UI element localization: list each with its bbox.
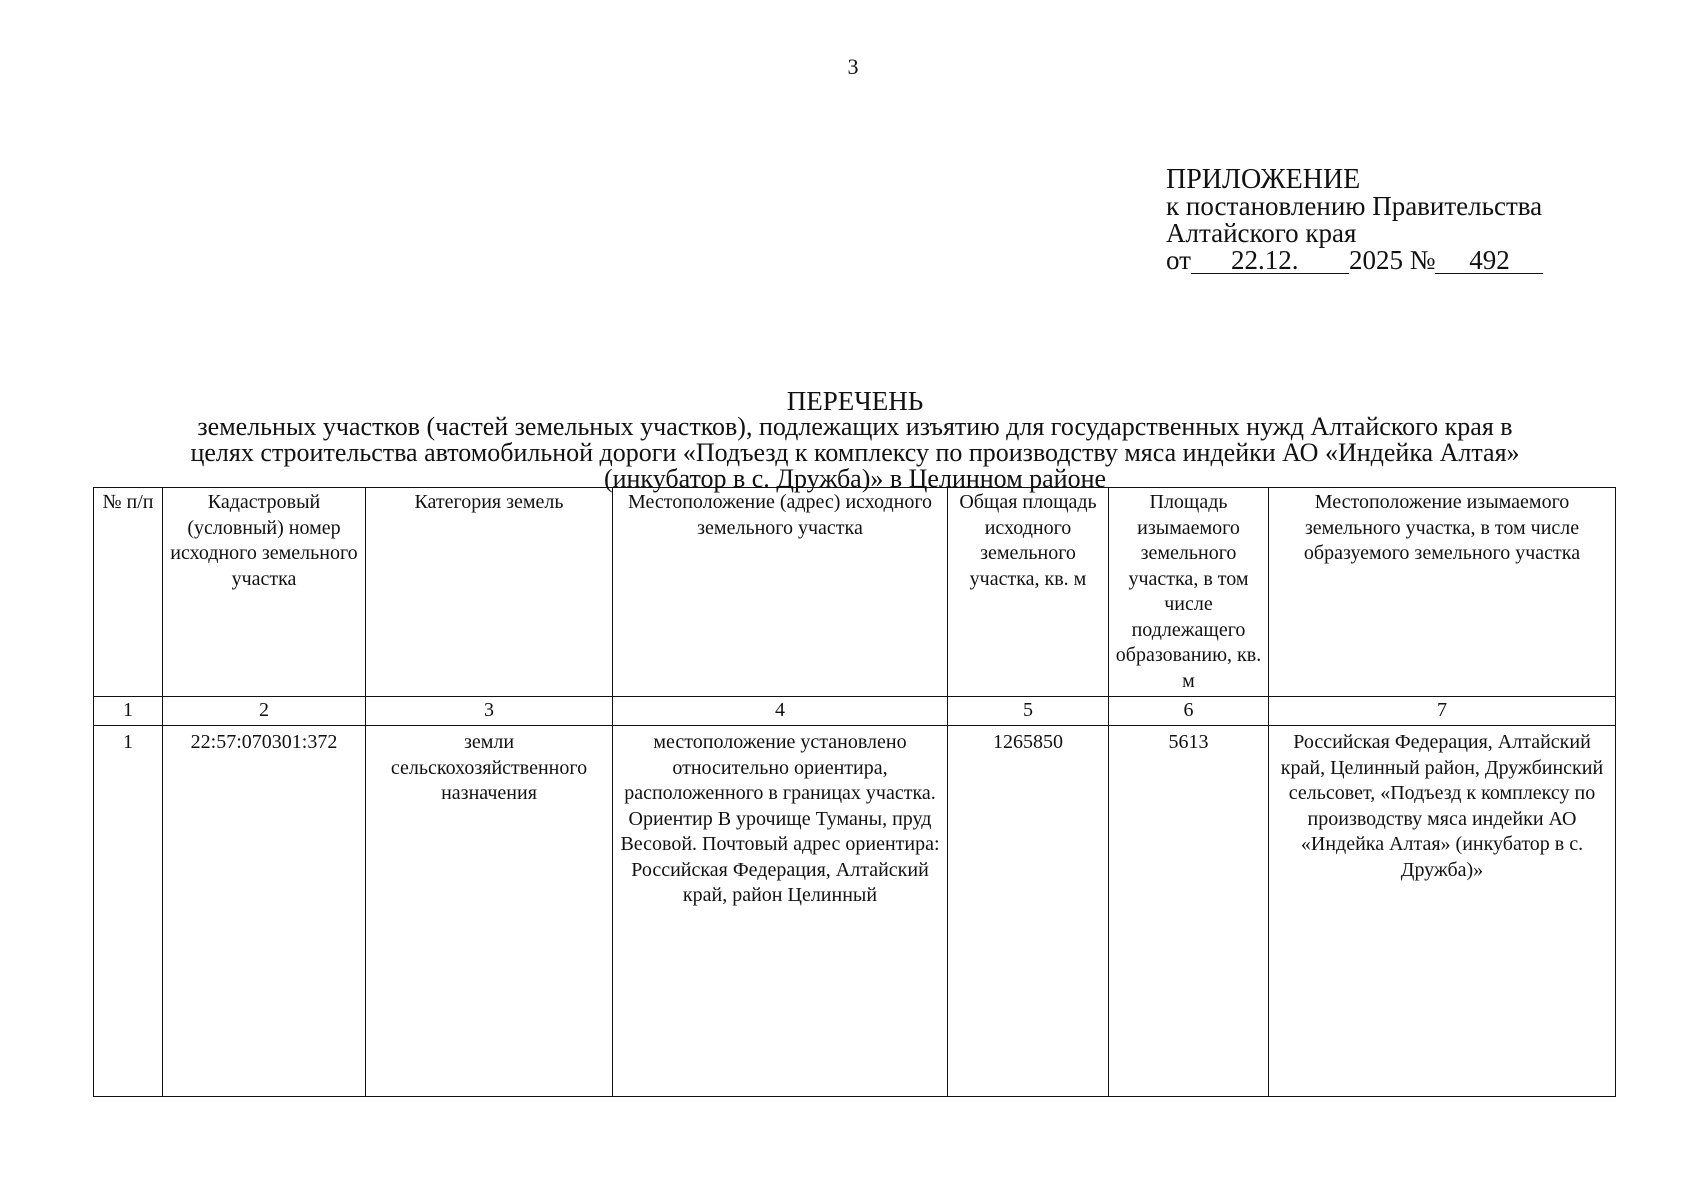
column-number: 5 xyxy=(948,697,1109,726)
source-plot-location: местоположение установлено относительно ориентира, расположенного в границах участка. Ориентир В урочище Туманы, пруд Весовой. Почтовый адрес ориентира: Российская Федерация, Алтайский край, район Целинный xyxy=(613,726,948,1097)
document-title-block xyxy=(90,388,1620,492)
header-location: Местоположение (адрес) исходного земельного участка xyxy=(613,488,948,697)
header-withdrawn-location: Местоположение изымаемого земельного участка, в том числе образуемого земельного участка xyxy=(1269,488,1616,697)
land-plots-table xyxy=(93,487,1616,1097)
header-withdrawn-area: Площадь изымаемого земельного участка, в том числе подлежащего образованию, кв. м xyxy=(1109,488,1269,697)
cadastral-number: 22:57:070301:372 xyxy=(163,726,366,1097)
document-title: ПЕРЕЧЕНЬ xyxy=(786,386,924,416)
withdrawn-area: 5613 xyxy=(1109,726,1269,1097)
year-number-label: 2025 № xyxy=(1348,245,1436,275)
date-prefix: от xyxy=(1166,245,1191,275)
table-row xyxy=(94,726,1616,1097)
row-number: 1 xyxy=(94,726,163,1097)
header-number: № п/п xyxy=(94,488,163,697)
column-number-row xyxy=(94,697,1616,726)
column-number: 2 xyxy=(163,697,366,726)
table-header-row xyxy=(94,488,1616,697)
appendix-heading: ПРИЛОЖЕНИЕ xyxy=(1166,164,1361,195)
header-category: Категория земель xyxy=(366,488,613,697)
title-line-2: целях строительства автомобильной дороги «Подъезд к комплексу по производству мяса индейки АО «Индейка Алтая» xyxy=(190,438,1520,467)
appendix-date-line xyxy=(1166,247,1586,274)
column-number: 6 xyxy=(1109,697,1269,726)
column-number: 4 xyxy=(613,697,948,726)
resolution-number: 492 xyxy=(1435,247,1543,274)
total-area: 1265850 xyxy=(948,726,1109,1097)
header-cadastral: Кадастровый (условный) номер исходного земельного участка xyxy=(163,488,366,697)
title-line-1: земельных участков (частей земельных участков), подлежащих изъятию для государственных нужд Алтайского края в xyxy=(197,412,1513,441)
withdrawn-plot-location: Российская Федерация, Алтайский край, Целинный район, Дружбинский сельсовет, «Подъезд к комплексу по производству мяса индейки АО «Индейка Алтая» (инкубатор в с. Дружба)» xyxy=(1269,726,1616,1097)
page-number: 3 xyxy=(847,54,859,79)
land-category: земли сельскохозяйственного назначения xyxy=(366,726,613,1097)
header-total-area: Общая площадь исходного земельного участка, кв. м xyxy=(948,488,1109,697)
title-line-3: (инкубатор в с. Дружба)» в Целинном районе xyxy=(603,464,1107,493)
column-number: 7 xyxy=(1269,697,1616,726)
column-number: 1 xyxy=(94,697,163,726)
appendix-line-1: к постановлению Правительства xyxy=(1166,191,1543,221)
appendix-line-2: Алтайского края xyxy=(1166,218,1357,248)
appendix-block xyxy=(1166,166,1586,274)
column-number: 3 xyxy=(366,697,613,726)
resolution-date: 22.12. xyxy=(1191,247,1349,274)
